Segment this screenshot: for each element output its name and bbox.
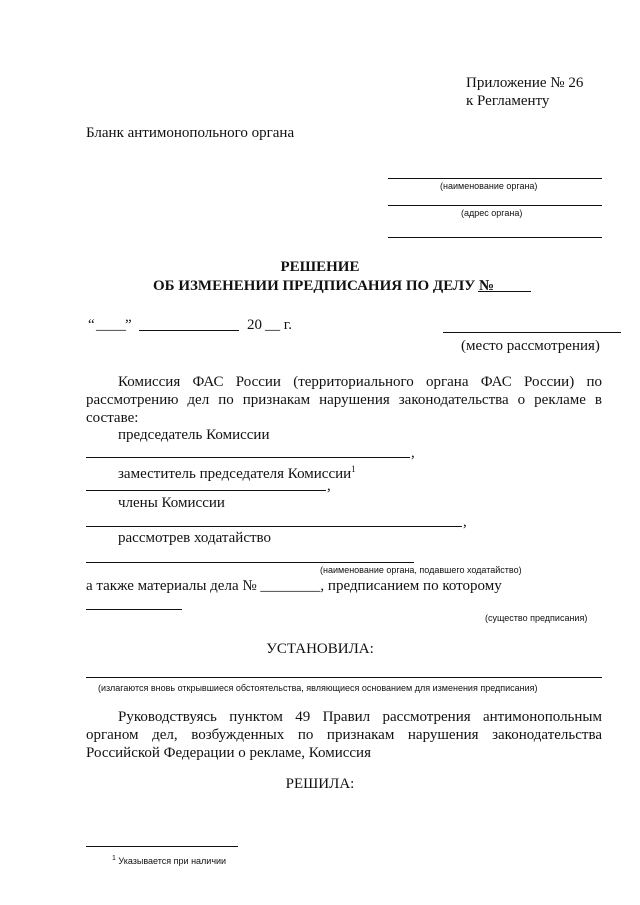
date-day-blank[interactable]: ____ — [96, 317, 126, 333]
chairman-comma: , — [411, 445, 415, 461]
essence-line[interactable] — [86, 609, 182, 610]
footnote-mark: 1 — [112, 855, 116, 862]
date-quote-open: “ — [88, 317, 95, 333]
appendix-number: Приложение № 26 — [466, 75, 584, 91]
petition-label: рассмотрев ходатайство — [118, 530, 272, 546]
commission-intro-line-2: рассмотрению дел по признакам нарушения законодательства о рекламе в — [86, 392, 602, 408]
case-number-line[interactable] — [478, 291, 531, 292]
established-heading: УСТАНОВИЛА: — [266, 641, 374, 657]
deputy-label — [118, 460, 356, 483]
petition-caption: (наименование органа, подавшего ходатайство) — [320, 565, 522, 575]
date-month-line[interactable] — [139, 330, 239, 331]
chairman-line[interactable] — [86, 457, 410, 458]
org-extra-line[interactable] — [388, 237, 602, 238]
org-name-line[interactable] — [388, 178, 602, 179]
members-comma: , — [463, 514, 467, 530]
materials-case-blank[interactable]: ________ — [260, 578, 321, 594]
essence-caption: (существо предписания) — [485, 613, 588, 623]
commission-intro-line-3: составе: — [86, 410, 139, 426]
materials-text — [86, 577, 502, 595]
guided-line-1: Руководствуясь пунктом 49 Правил рассмотрения антимонопольным — [118, 709, 602, 725]
deputy-comma: , — [327, 478, 331, 494]
document-subtitle: ОБ ИЗМЕНЕНИИ ПРЕДПИСАНИЯ ПО ДЕЛУ № — [153, 278, 495, 294]
members-label: члены Комиссии — [118, 495, 225, 511]
materials-text-start: а также материалы дела № — [86, 578, 257, 594]
date-year-suffix: __ г. — [265, 317, 292, 333]
document-title: РЕШЕНИЕ — [280, 259, 360, 275]
reglament-reference: к Регламенту — [466, 93, 550, 109]
org-address-line[interactable] — [388, 205, 602, 206]
footnote — [112, 853, 226, 867]
org-address-caption: (адрес органа) — [461, 208, 523, 218]
date-year-prefix: 20 — [247, 317, 262, 333]
decided-heading: РЕШИЛА: — [285, 776, 355, 792]
deputy-text: заместитель председателя Комиссии — [118, 466, 352, 482]
date-quote-close: ” — [125, 317, 132, 333]
place-caption: (место рассмотрения) — [461, 338, 600, 354]
deputy-footnote-mark: 1 — [351, 464, 356, 474]
guided-line-3: Российской Федерации о рекламе, Комиссия — [86, 745, 371, 761]
established-line[interactable] — [86, 677, 602, 678]
footnote-text: Указывается при наличии — [118, 856, 227, 866]
place-line[interactable] — [443, 332, 621, 333]
deputy-line[interactable] — [86, 490, 326, 491]
petition-line[interactable] — [86, 562, 414, 563]
org-name-caption: (наименование органа) — [440, 181, 538, 191]
established-caption: (излагаются вновь открывшиеся обстоятельства, являющиеся основанием для изменения предписания) — [98, 683, 538, 693]
members-line[interactable] — [86, 526, 462, 527]
blank-label: Бланк антимонопольного органа — [86, 125, 295, 141]
commission-intro-line-1: Комиссия ФАС России (территориального органа ФАС России) по — [118, 374, 602, 390]
footnote-separator — [86, 846, 238, 847]
chairman-label: председатель Комиссии — [118, 427, 270, 443]
guided-line-2: органом дел, возбужденных по признакам нарушения законодательства — [86, 727, 602, 743]
materials-text-end: , предписанием по которому — [320, 578, 502, 594]
